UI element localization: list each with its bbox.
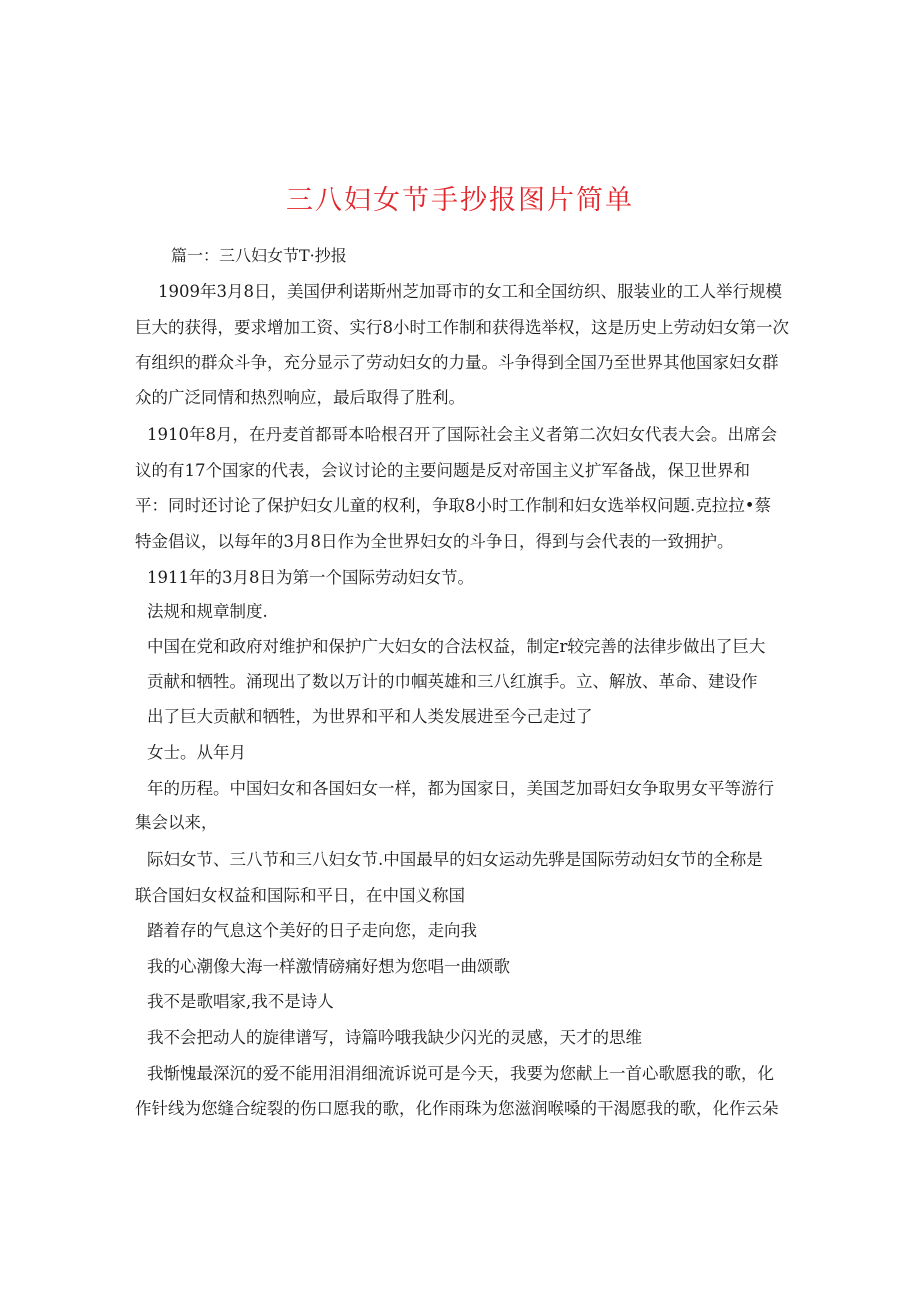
paragraph-line: 踏着存的气息这个美好的日子走向您，走向我 (147, 921, 477, 940)
paragraph-line: 集会以来， (135, 813, 218, 832)
paragraph-line: 作针线为您缝合绽裂的伤口愿我的歌，化作雨珠为您滋润喉嗓的干渴愿我的歌，化作云朵 (135, 1099, 779, 1118)
paragraph-line: 特金倡议，以每年的3月8日作为全世界妇女的斗争日，得到与会代表的一致拥护。 (135, 532, 734, 551)
paragraph-line: 出了巨大贡献和牺牲，为世界和平和人类发展进至今己走过了 (147, 707, 593, 726)
paragraph-line: 中国在党和政府对维护和保护广大妇女的合法权益，制定r较完善的法律步做出了巨大 (147, 637, 766, 656)
paragraph-line: 我不会把动人的旋律谱写，诗篇吟哦我缺少闪光的灵感，天才的思维 (147, 1028, 642, 1047)
paragraph-line: 有组织的群众斗争，充分显示了劳动妇女的力量。斗争得到全国乃至世界其他国家妇女群 (135, 353, 779, 372)
paragraph-line: 我惭愧最深沉的爱不能用泪涓细流诉说可是今天，我要为您献上一首心歌愿我的歌，化 (147, 1064, 774, 1083)
paragraph-line: 际妇女节、三八节和三八妇女节.中国最早的妇女运动先骅是国际劳动妇女节的全称是 (147, 850, 763, 869)
paragraph-line: 1911年的3月8日为第一个国际劳动妇女节。 (147, 568, 474, 587)
paragraph-line: 联合国妇女权益和国际和平日，在中国义称国 (135, 886, 465, 905)
paragraph-line: 议的有17个国家的代表，会议讨论的主要问题是反对帝国主义扩军备战，保卫世界和 (135, 461, 750, 480)
paragraph-line: 年的历程。中国妇女和各国妇女一样，都为国家日，美国芝加哥妇女争取男女平等游行 (147, 779, 774, 798)
paragraph-line: 我不是歌唱家,我不是诗人 (147, 992, 334, 1011)
paragraph-line: 我的心潮像大海一样激情磅痛好想为您唱一曲颂歌 (147, 957, 510, 976)
paragraph-line: 法规和规章制度. (147, 602, 268, 621)
paragraph-line: 巨大的获得，要求增加工资、实行8小时工作制和获得选举权，这是历史上劳动妇女第一次 (135, 318, 789, 337)
paragraph-line: 众的广泛同情和热烈响应，最后取得了胜利。 (135, 388, 465, 407)
paragraph-line: 女士。从年月 (147, 743, 246, 762)
paragraph-line: 1909年3月8日，美国伊利诺斯州芝加哥市的女工和全国纺织、服装业的工人举行规模 (158, 282, 782, 301)
document-title: 三八妇女节手抄报图片简单 (286, 185, 634, 217)
paragraph-line: 1910年8月，在丹麦首都哥本哈根召开了国际社会主义者第二次妇女代表大会。出席会 (147, 425, 777, 444)
paragraph-line: 平：同时还讨论了保护妇女儿童的权利，争取8小时工作制和妇女选举权问题.克拉拉•蔡 (135, 496, 771, 515)
section-heading: 篇一：三八妇女节T·抄报 (171, 246, 347, 265)
paragraph-line: 贡献和牺牲。涌现出了数以万计的巾帼英雄和三八红旗手。立、解放、革命、建设作 (147, 672, 758, 691)
